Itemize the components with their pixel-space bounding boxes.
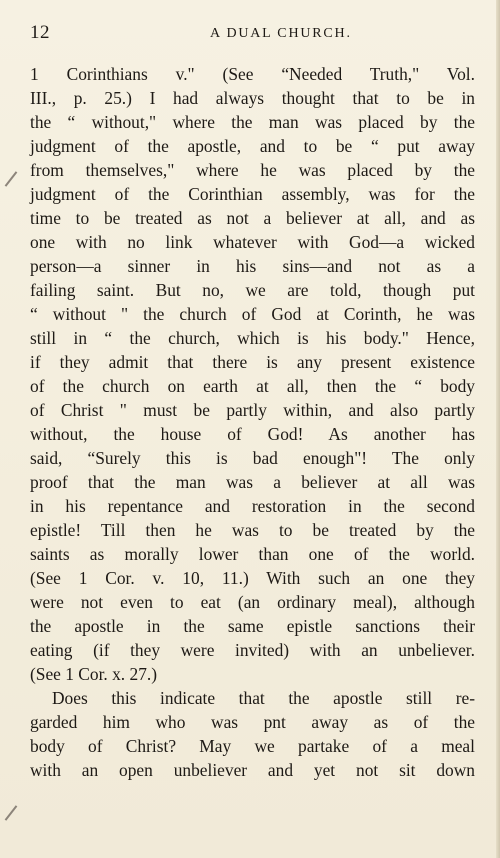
text-line: still in “ the church, which is his body." Hence, <box>30 328 475 348</box>
text-line: of the church on earth at all, then the “ body <box>30 376 475 396</box>
text-line: saints as morally lower than one of the world. <box>30 544 475 564</box>
page-number: 12 <box>30 22 50 43</box>
margin-pencil-mark <box>5 805 18 820</box>
text-line: judgment of the apostle, and to be “ put away <box>30 136 475 156</box>
text-line: the “ without," where the man was placed by the <box>30 112 475 132</box>
margin-pencil-mark <box>5 171 18 186</box>
text-line: eating (if they were invited) with an unbeliever. <box>30 640 475 660</box>
text-line: Does this indicate that the apostle still re- <box>52 688 475 708</box>
text-line: judgment of the Corinthian assembly, was for the <box>30 184 475 204</box>
text-line: III., p. 25.) I had always thought that to be in <box>30 88 475 108</box>
page-header <box>30 22 475 44</box>
text-line: of Christ " must be partly within, and also partly <box>30 400 475 420</box>
text-line: failing saint. But no, we are told, though put <box>30 280 475 300</box>
text-line: if they admit that there is any present existence <box>30 352 475 372</box>
text-line: were not even to eat (an ordinary meal), although <box>30 592 475 612</box>
text-line: (See 1 Cor. v. 10, 11.) With such an one they <box>30 568 475 588</box>
text-line: one with no link whatever with God—a wicked <box>30 232 475 252</box>
text-line: epistle! Till then he was to be treated by the <box>30 520 475 540</box>
text-line: with an open unbeliever and yet not sit down <box>30 760 475 780</box>
text-line: from themselves," where he was placed by the <box>30 160 475 180</box>
body-text <box>30 62 475 782</box>
text-line: 1 Corinthians v." (See “Needed Truth," Vol. <box>30 64 475 84</box>
text-line: “ without " the church of God at Corinth, he was <box>30 304 475 324</box>
text-line: person—a sinner in his sins—and not as a <box>30 256 475 276</box>
text-line: said, “Surely this is bad enough"! The only <box>30 448 475 468</box>
running-title: A DUAL CHURCH. <box>210 26 352 41</box>
text-line: in his repentance and restoration in the second <box>30 496 475 516</box>
page-edge-shadow <box>496 0 500 858</box>
text-line: proof that the man was a believer at all was <box>30 472 475 492</box>
text-line: garded him who was pnt away as of the <box>30 712 475 732</box>
text-line: without, the house of God! As another has <box>30 424 475 444</box>
text-line: time to be treated as not a believer at all, and as <box>30 208 475 228</box>
text-line: the apostle in the same epistle sanctions their <box>30 616 475 636</box>
text-line: (See 1 Cor. x. 27.) <box>30 664 158 684</box>
text-line: body of Christ? May we partake of a meal <box>30 736 475 756</box>
